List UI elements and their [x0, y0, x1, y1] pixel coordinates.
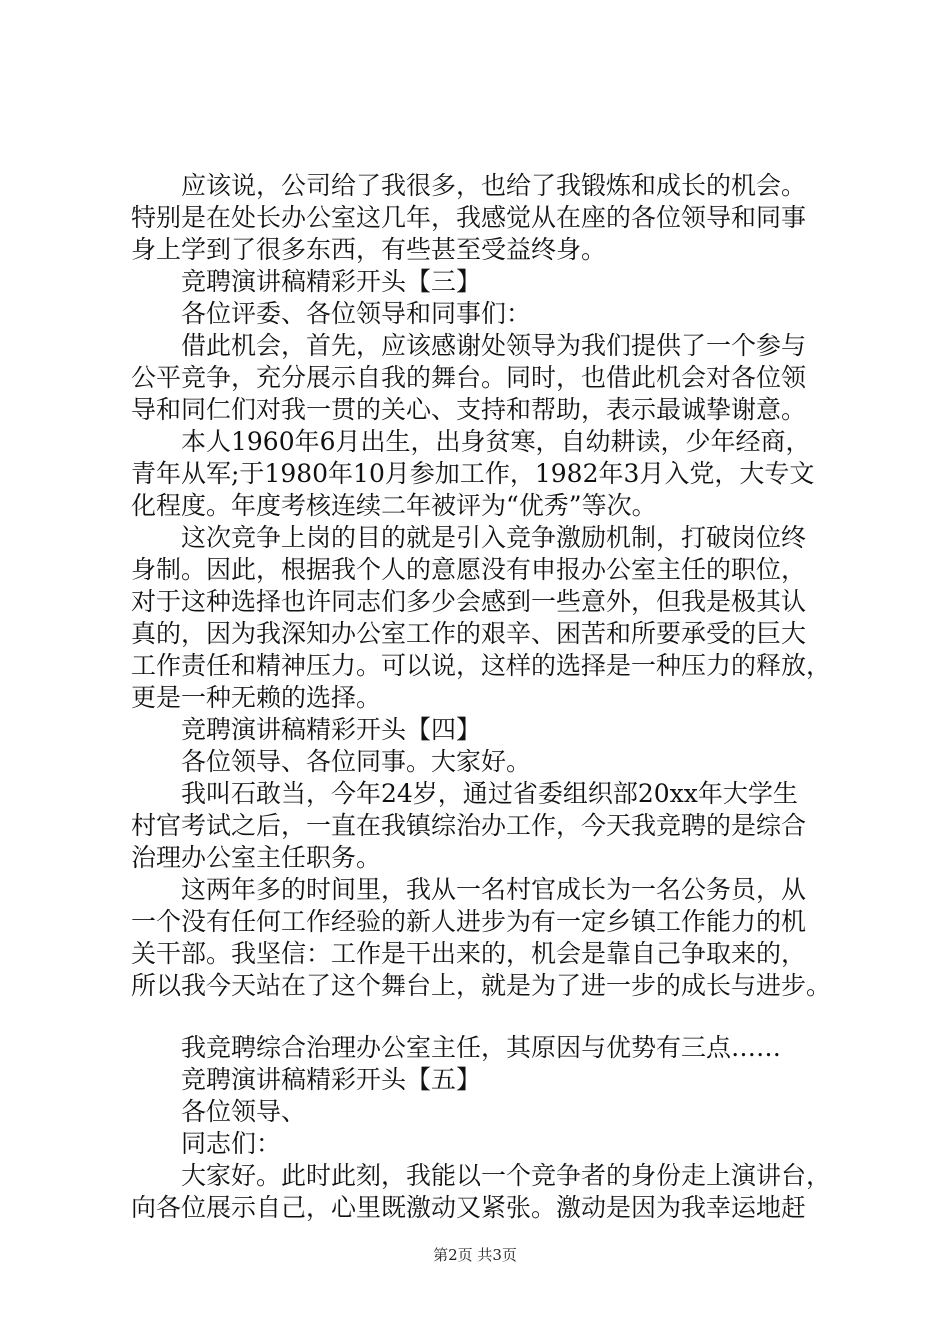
paragraph-line: 青年从军;于1980年10月参加工作，1982年3月入党，大专文 — [131, 459, 815, 488]
paragraph-line: 一个没有任何工作经验的新人进步为有一定乡镇工作能力的机 — [131, 907, 807, 936]
paragraph-line: 对于这种选择也许同志们多少会感到一些意外，但我是极其认 — [131, 587, 807, 616]
page-number-footer: 第2页 共3页 — [433, 1246, 517, 1264]
salutation-line: 各位评委、各位领导和同事们： — [181, 299, 532, 328]
paragraph-line: 关干部。我坚信：工作是干出来的，机会是靠自己争取来的， — [131, 939, 807, 968]
salutation-line: 同志们： — [181, 1129, 282, 1158]
paragraph-line: 借此机会，首先，应该感谢处领导为我们提供了一个参与 — [181, 331, 807, 360]
paragraph-line: 更是一种无赖的选择。 — [131, 683, 382, 712]
paragraph-line: 导和同仁们对我一贯的关心、支持和帮助，表示最诚挚谢意。 — [131, 395, 807, 424]
paragraph-line: 身制。因此，根据我个人的意愿没有申报办公室主任的职位， — [131, 555, 807, 584]
paragraph-line: 工作责任和精神压力。可以说，这样的选择是一种压力的释放， — [131, 651, 831, 680]
paragraph-line: 真的，因为我深知办公室工作的艰辛、困苦和所要承受的巨大 — [131, 619, 807, 648]
paragraph-line: 身上学到了很多东西，有些甚至受益终身。 — [131, 235, 607, 264]
paragraph-line: 治理办公室主任职务。 — [131, 843, 382, 872]
paragraph-line: 这次竞争上岗的目的就是引入竞争激励机制，打破岗位终 — [181, 523, 807, 552]
salutation-line: 各位领导、各位同事。大家好。 — [181, 747, 532, 776]
paragraph-line: 所以我今天站在了这个舞台上，就是为了进一步的成长与进步。 — [131, 971, 831, 1000]
paragraph-line: 大家好。此时此刻，我能以一个竞争者的身份走上演讲台， — [181, 1161, 831, 1190]
section-heading: 竞聘演讲稿精彩开头【四】 — [181, 715, 482, 744]
paragraph-line: 村官考试之后，一直在我镇综治办工作，今天我竞聘的是综合 — [131, 811, 807, 840]
paragraph-line: 应该说，公司给了我很多，也给了我锻炼和成长的机会。 — [181, 171, 807, 200]
paragraph-line: 向各位展示自己，心里既激动又紧张。激动是因为我幸运地赶 — [131, 1193, 807, 1222]
paragraph-line: 公平竞争，充分展示自我的舞台。同时，也借此机会对各位领 — [131, 363, 807, 392]
paragraph-line: 我竞聘综合治理办公室主任，其原因与优势有三点…… — [181, 1033, 782, 1062]
paragraph-gap — [131, 1002, 831, 1032]
document-body — [131, 170, 831, 1224]
paragraph-line: 这两年多的时间里，我从一名村官成长为一名公务员，从 — [181, 875, 807, 904]
section-heading: 竞聘演讲稿精彩开头【三】 — [181, 267, 482, 296]
salutation-line: 各位领导、 — [181, 1097, 307, 1126]
section-heading: 竞聘演讲稿精彩开头【五】 — [181, 1065, 482, 1094]
paragraph-line: 我叫石敢当，今年24岁，通过省委组织部20xx年大学生 — [181, 779, 798, 808]
paragraph-line: 化程度。年度考核连续二年被评为“优秀”等次。 — [131, 491, 657, 520]
paragraph-line: 特别是在处长办公室这几年，我感觉从在座的各位领导和同事 — [131, 203, 807, 232]
paragraph-line: 本人1960年6月出生，出身贫寒，自幼耕读，少年经商， — [181, 427, 811, 456]
